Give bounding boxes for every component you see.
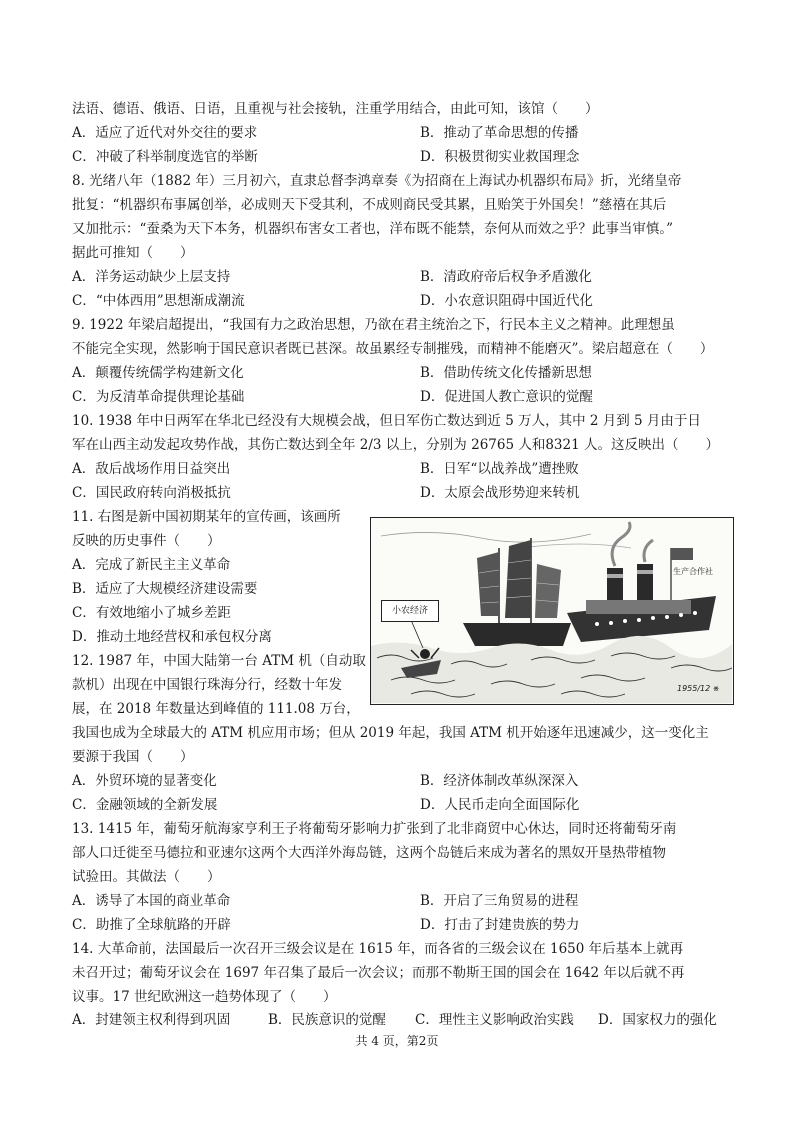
q7-option-a: A．适应了近代对外交往的要求 <box>72 125 258 141</box>
q14-option-d: D．国家权力的强化 <box>598 1012 717 1028</box>
q10-option-a: A．敌后战场作用日益突出 <box>72 461 231 477</box>
q10-stem-line-1: 10. 1938 年中日两军在华北已经没有大规模会战，但日军伤亡数达到近 5 万人，其中 2 月到 5 月由于日 <box>72 413 701 429</box>
q12-option-d: D．人民币走向全面国际化 <box>420 797 580 813</box>
poster-label-cooperative: 生产合作社 <box>673 567 713 576</box>
q11-option-b: B．适应了大规模经济建设需要 <box>72 581 258 597</box>
q13-option-b: B．开启了三角贸易的进程 <box>420 893 579 909</box>
q14-option-a: A．封建领主权利得到巩固 <box>72 1012 231 1028</box>
q12-option-c: C．金融领域的全新发展 <box>72 797 218 813</box>
q11-option-d: D．推动土地经营权和承包权分离 <box>72 629 272 645</box>
q10-stem-line-2: 军在山西主动发起攻势作战，其伤亡数达到全年 2/3 以上，分别为 26765 人和8321 人。这反映出（ ） <box>72 437 719 453</box>
q9-option-d: D．促进国人教亡意识的觉醒 <box>420 389 593 405</box>
q14-stem-line-1: 14. 大革命前，法国最后一次召开三级会议是在 1615 年，而各省的三级会议在 1650 年后基本上就再 <box>72 941 684 957</box>
q8-stem-line-2: 批复：“机器织布事属创举，必成则天下受其利，不成则商民受其累，且贻笑于外国矣！”慈禧在其后 <box>72 197 667 213</box>
q11-option-a: A．完成了新民主主义革命 <box>72 557 231 573</box>
q7-stem: 法语、德语、俄语、日语，且重视与社会接轨，注重学用结合，由此可知，该馆（ ） <box>72 101 599 117</box>
propaganda-poster <box>370 517 734 705</box>
q13-stem-line-1: 13. 1415 年，葡萄牙航海家亨利王子将葡萄牙影响力扩张到了北非商贸中心休达，同时还将葡萄牙南 <box>72 821 677 837</box>
q9-option-a: A．颠覆传统儒学构建新文化 <box>72 365 244 381</box>
q13-stem-line-3: 试验田。其做法（ ） <box>72 869 221 885</box>
q12-stem-line-3: 展，在 2018 年数量达到峰值的 111.08 万台， <box>72 701 360 717</box>
q14-stem-line-3: 议事。17 世纪欧洲这一趋势体现了（ ） <box>72 989 337 1005</box>
q12-option-b: B．经济体制改革纵深深入 <box>420 773 579 789</box>
q12-stem-line-5: 要源于我国（ ） <box>72 749 194 765</box>
q8-option-d: D．小农意识阻碍中国近代化 <box>420 293 593 309</box>
q10-option-c: C．国民政府转向消极抵抗 <box>72 485 231 501</box>
q14-option-b: B．民族意识的觉醒 <box>268 1012 386 1028</box>
q13-option-a: A．诱导了本国的商业革命 <box>72 893 231 909</box>
q14-option-c: C．理性主义影响政治实践 <box>415 1012 574 1028</box>
q7-option-b: B．推动了革命思想的传播 <box>420 125 579 141</box>
q8-stem-line-3: 又加批示：“蚕桑为天下本务，机器织布害女工者也，洋布既不能禁，奈何从而效之乎？此事当审慎。” <box>72 221 674 237</box>
q8-stem-line-4: 据此可推知（ ） <box>72 245 194 261</box>
q13-stem-line-2: 部人口迁徙至马德拉和亚速尔这两个大西洋外海岛链，这两个岛链后来成为著名的黑奴开垦热带植物 <box>72 845 666 861</box>
q8-option-c: C．“中体西用”思想渐成潮流 <box>72 293 245 309</box>
q10-option-d: D．太原会战形势迎来转机 <box>420 485 580 501</box>
q9-stem-line-2: 不能完全实现，然影响于国民意识者既已甚深。故虽累经专制摧残，而精神不能磨灭”。梁启超意在（ ） <box>72 341 714 357</box>
q13-option-c: C．助推了全球航路的开辟 <box>72 917 231 933</box>
q12-option-a: A．外贸环境的显著变化 <box>72 773 217 789</box>
q10-option-b: B．日军“以战养战”遭挫败 <box>420 461 579 477</box>
q12-stem-line-4: 我国也成为全球最大的 ATM 机应用市场；但从 2019 年起，我国 ATM 机开始逐年迅速减少，这一变化主 <box>72 725 709 741</box>
q13-option-d: D．打击了封建贵族的势力 <box>420 917 580 933</box>
q8-stem-line-1: 8. 光绪八年（1882 年）三月初六，直隶总督李鸿章奏《为招商在上海试办机器织布局》折，光绪皇帝 <box>72 173 682 189</box>
q9-option-c: C．为反清革命提供理论基础 <box>72 389 245 405</box>
q14-stem-line-2: 未召开过；葡萄牙议会在 1697 年召集了最后一次会议；而那不勒斯王国的国会在 1642 年以后就不再 <box>72 965 685 981</box>
q7-option-c: C．冲破了科举制度选官的举断 <box>72 149 258 165</box>
q11-stem-line-2: 反映的历史事件（ ） <box>72 533 221 549</box>
q12-stem-line-2: 款机）出现在中国银行珠海分行，经数十年发 <box>72 677 342 693</box>
poster-label-small-farming: 小农经济 <box>381 600 439 622</box>
q9-option-b: B．借助传统文化传播新思想 <box>420 365 592 381</box>
q7-option-d: D．积极贯彻实业救国理念 <box>420 149 580 165</box>
q8-option-a: A．洋务运动缺少上层支持 <box>72 269 231 285</box>
page-footer: 共 4 页，第2页 <box>355 1034 439 1048</box>
poster-date: 1955/12 ※ <box>677 684 720 693</box>
q12-stem-line-1: 12. 1987 年，中国大陆第一台 ATM 机（自动取 <box>72 653 366 669</box>
q11-option-c: C．有效地缩小了城乡差距 <box>72 605 231 621</box>
q11-stem-line-1: 11. 右图是新中国初期某年的宣传画，该画所 <box>72 509 341 525</box>
q9-stem-line-1: 9. 1922 年梁启超提出，“我国有力之政治思想，乃欲在君主统治之下，行民本主义之精神。此理想虽 <box>72 317 675 333</box>
q8-option-b: B．清政府帝后权争矛盾激化 <box>420 269 592 285</box>
